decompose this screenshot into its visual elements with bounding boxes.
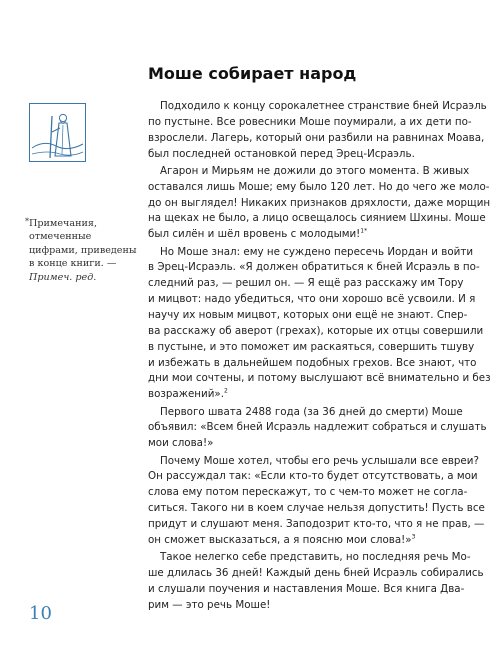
text-line: он сможет высказаться, а я поясню мои слова!»$^3$: [148, 533, 416, 546]
sidenote-line: в конце книги. —: [29, 258, 117, 270]
page-title: Моше собирает народ: [148, 64, 357, 83]
paragraph: [148, 99, 487, 162]
text-line: был силён и шёл вровень с молодыми!$^{1*}$: [148, 227, 368, 241]
text-line: слова ему потом перескажут, то с чем-то может не согла-: [148, 486, 468, 499]
text-line: Агарон и Мирьям не дожили до этого момента. В живых: [160, 164, 470, 177]
footnote-ref: 2: [224, 387, 228, 395]
page-number: 10: [29, 603, 52, 624]
text-line: придут и слушают меня. Заподозрит кто-то, что я не прав, —: [148, 517, 485, 530]
sidenote-marker: *: [25, 217, 29, 226]
sidenote-line: цифрами, приведены: [29, 244, 137, 256]
text-line: Он рассуждал так: «Если кто-то будет отсутствовать, а мои: [148, 470, 478, 483]
body-text: [148, 99, 491, 615]
sidenote-line: Примечания,: [29, 218, 97, 229]
paragraph: [148, 454, 485, 549]
text-line: по пустыне. Все ровесники Моше поумирали, а их дети по-: [148, 115, 472, 128]
text-line: Первого швата 2488 года (за 36 дней до смерти) Моше: [160, 405, 463, 418]
text-line: следний раз, — решил он. — Я ещё раз расскажу им Тору: [148, 277, 464, 290]
text-line: ше длилась 36 дней! Каждый день бней Исраэль собирались: [148, 566, 484, 579]
text-line: Но Моше знал: ему не суждено пересечь Иордан и войти: [160, 245, 474, 258]
text-line: ситься. Такого ни в коем случае нельзя допустить! Пусть все: [148, 502, 485, 515]
text-line: на щеках не было, а лицо освещалось сиянием Шхины. Моше: [148, 212, 486, 225]
moses-with-staff-icon: [29, 103, 86, 162]
text-line: был последней остановкой перед Эрец-Исраэль.: [148, 147, 415, 160]
sidenote: [25, 217, 137, 284]
text-line: Такое нелегко себе представить, но последняя речь Мо-: [160, 551, 471, 564]
paragraph: [148, 164, 491, 243]
footnote-ref: 3: [411, 533, 416, 541]
text-line: возражений».$^2$: [148, 387, 228, 401]
text-line: и избежать в дальнейшем подобных грехов. Все знают, что: [148, 356, 477, 369]
sidenote-editor-note: Примеч. ред.: [29, 271, 97, 283]
text-line: научу их новым мицвот, которых они ещё не знают. Спер-: [148, 308, 468, 321]
text-line: в пустыне, и это поможет им раскаяться, совершить тшуву: [148, 340, 475, 353]
text-line: Подходило к концу сорокалетнее странствие бней Исраэль: [160, 100, 487, 112]
text-line: рим — это речь Моше!: [148, 598, 271, 611]
text-line: дни мои сочтены, и потому выслушают всё внимательно и без: [148, 372, 491, 385]
paragraph: [148, 550, 484, 613]
text-line: до он выглядел! Никаких признаков дряхлости, даже морщин: [148, 196, 491, 209]
footnote-ref: 1*: [360, 227, 368, 235]
paragraph: [148, 245, 491, 403]
text-line: взрослели. Лагерь, который они разбили на равнинах Моава,: [148, 131, 485, 144]
text-line: Почему Моше хотел, чтобы его речь услышали все евреи?: [160, 454, 479, 467]
paragraph: [148, 405, 487, 453]
text-line: объявил: «Всем бней Исраэль надлежит собраться и слушать: [148, 421, 487, 434]
text-line: и мицвот: надо убедиться, что они хорошо всё усвоили. И я: [148, 293, 476, 306]
text-line: ва расскажу об аверот (грехах), которые их отцы совершили: [148, 324, 484, 337]
sidenote-line: отмеченные: [29, 231, 92, 243]
text-line: мои слова!»: [148, 437, 214, 450]
text-line: в Эрец-Исраэль. «Я должен обратиться к бней Исраэль в по-: [148, 261, 480, 274]
text-line: и слушали поучения и наставления Моше. Вся книга Два-: [148, 582, 465, 595]
text-line: оставался лишь Моше; ему было 120 лет. Но до чего же моло-: [148, 180, 490, 193]
